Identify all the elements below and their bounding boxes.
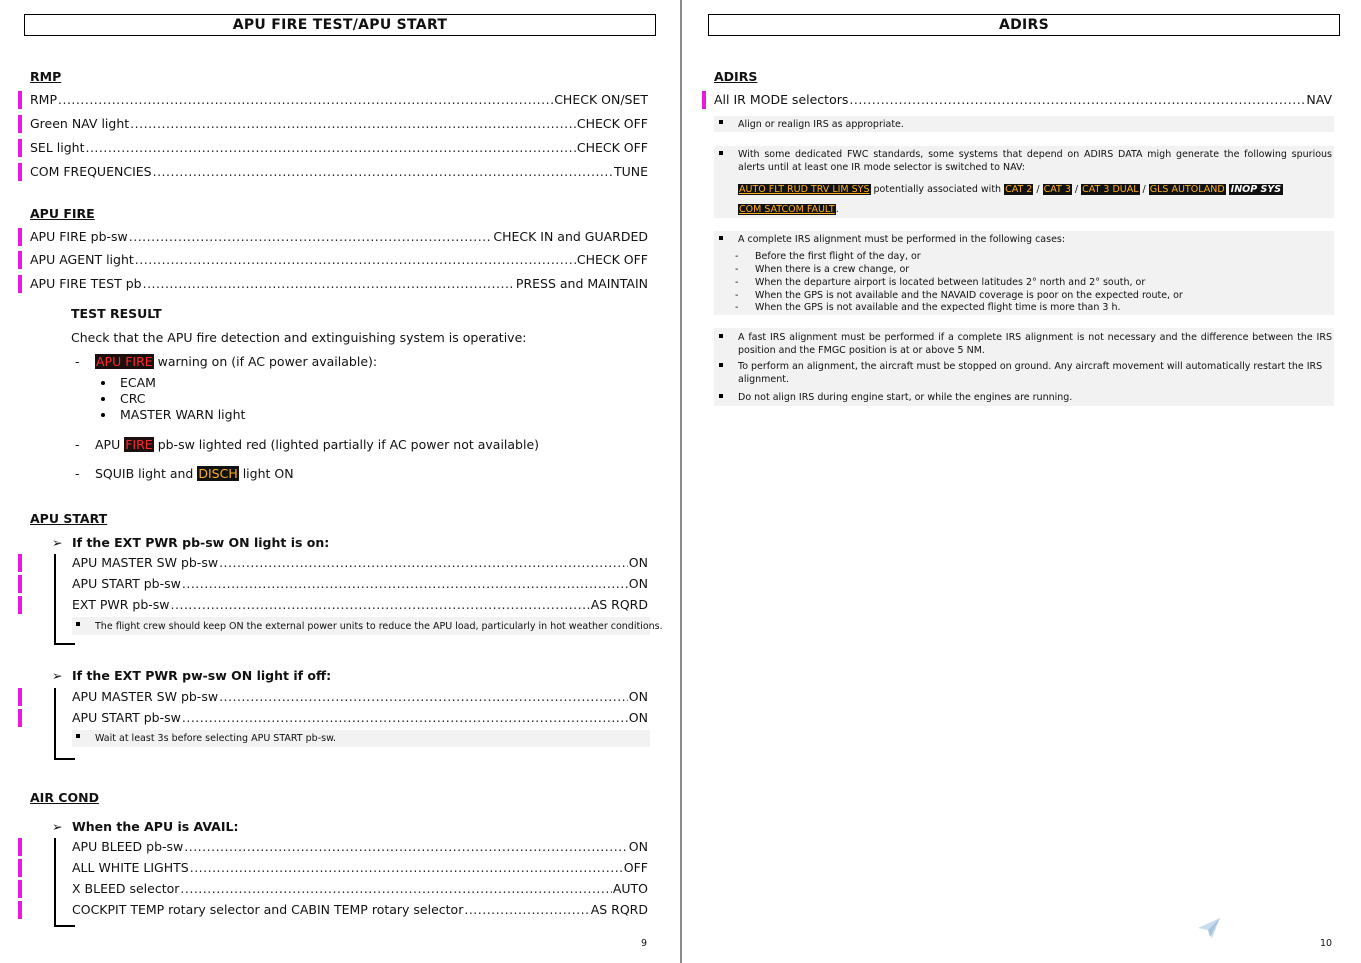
- page-title-adirs: ADIRS: [708, 14, 1340, 36]
- change-marker: [18, 688, 22, 706]
- note-bullet-icon: [719, 120, 723, 124]
- note-bullet-icon: [76, 622, 80, 626]
- section-heading-rmp: RMP: [30, 69, 62, 84]
- change-marker: [18, 859, 22, 877]
- page-number: 9: [641, 938, 648, 949]
- note-bullet-icon: [719, 236, 723, 240]
- change-marker: [18, 91, 22, 109]
- bracket-line: [54, 643, 75, 645]
- spurious-alert-2: COM SATCOM FAULT.: [739, 204, 839, 215]
- note-text: Do not align IRS during engine start, or while the engines are running.: [738, 392, 1073, 403]
- checklist-item: APU BLEED pb-sw ..... ON: [72, 838, 648, 856]
- bracket-line: [54, 838, 56, 927]
- change-marker: [18, 139, 22, 157]
- checklist-item: APU MASTER SW pb-sw ..... ON: [72, 688, 648, 706]
- paper-plane-icon: [1197, 917, 1221, 939]
- apu-fire-warning-line: APU FIRE warning on (if AC power available):: [96, 354, 378, 369]
- dash: -: [75, 437, 80, 452]
- note-text: Wait at least 3s before selecting APU START pb-sw.: [95, 733, 336, 744]
- warn-list-item: CRC: [120, 391, 146, 406]
- page-number: 10: [1320, 938, 1333, 949]
- checklist-item: APU AGENT light ..... CHECK OFF: [30, 251, 648, 269]
- note-bullet-icon: [719, 394, 723, 398]
- section-heading-apu-fire: APU FIRE: [30, 206, 95, 221]
- bracket-line: [54, 554, 56, 645]
- case-arrow-icon: ➢: [52, 535, 63, 550]
- change-marker: [18, 163, 22, 181]
- note-text: To perform an alignment, the aircraft must be stopped on ground. Any aircraft movement will automatically restart the IRS alignment.: [738, 361, 1323, 385]
- dash: -: [735, 251, 739, 262]
- page-title-apu: APU FIRE TEST/APU START: [24, 14, 656, 36]
- note-bullet-icon: [76, 734, 80, 738]
- dash: -: [735, 302, 739, 313]
- change-marker: [18, 838, 22, 856]
- case-item: When there is a crew change, or: [755, 264, 910, 275]
- checklist-item: X BLEED selector ..... AUTO: [72, 880, 648, 898]
- note-text: With some dedicated FWC standards, some systems that depend on ADIRS DATA migh generate the following spurious alerts until at least one IR mode selector is switched to NAV:: [738, 149, 1332, 173]
- case-arrow-icon: ➢: [52, 668, 63, 683]
- checklist-item: COCKPIT TEMP rotary selector and CABIN TEMP rotary selector ..... AS RQRD: [72, 901, 648, 919]
- checklist-item: APU FIRE TEST pb ..... PRESS and MAINTAIN: [30, 275, 648, 293]
- change-marker: [18, 596, 22, 614]
- warn-list-item: MASTER WARN light: [120, 407, 246, 422]
- case-arrow-icon: ➢: [52, 819, 63, 834]
- note-text: A fast IRS alignment must be performed if a complete IRS alignment is not necessary and the difference between the IRS position and the FMGC position is at or above 5 NM.: [738, 332, 1332, 356]
- checklist-item: ALL WHITE LIGHTS ..... OFF: [72, 859, 648, 877]
- change-marker: [18, 115, 22, 133]
- checklist-item: COM FREQUENCIES ..... TUNE: [30, 163, 648, 181]
- left-page: [0, 0, 680, 963]
- bracket-line: [54, 925, 75, 927]
- note-bullet-icon: [719, 363, 723, 367]
- change-marker: [18, 275, 22, 293]
- apu-fire-tag: APU FIRE: [96, 354, 153, 369]
- squib-line: SQUIB light and DISCH light ON: [95, 466, 294, 481]
- checklist-item: Green NAV light ..... CHECK OFF: [30, 115, 648, 133]
- dash: -: [735, 277, 739, 288]
- case-item: Before the first flight of the day, or: [755, 251, 921, 262]
- bullet-icon: [101, 381, 105, 385]
- case-item: When the GPS is not available and the expected flight time is more than 3 h.: [755, 302, 1121, 313]
- change-marker: [18, 251, 22, 269]
- case-item: When the GPS is not available and the NAVAID coverage is poor on the expected route, or: [755, 290, 1183, 301]
- change-marker: [18, 228, 22, 246]
- spurious-alerts-line: AUTO FLT RUD TRV LIM SYS potentially associated with CAT 2 / CAT 3 / CAT 3 DUAL / GLS AUTOLAND INOP SYS: [739, 184, 1282, 195]
- note-bullet-icon: [719, 334, 723, 338]
- checklist-item: APU FIRE pb-sw ..... CHECK IN and GUARDED: [30, 228, 648, 246]
- bracket-line: [54, 688, 56, 760]
- dash: -: [75, 354, 80, 369]
- case-title: If the EXT PWR pw-sw ON light if off:: [72, 668, 332, 683]
- apu-fire-pb-line: APU FIRE pb-sw lighted red (lighted partially if AC power not available): [95, 437, 540, 452]
- case-item: When the departure airport is located between latitudes 2° north and 2° south, or: [755, 277, 1146, 288]
- test-result-intro: Check that the APU fire detection and extinguishing system is operative:: [71, 330, 527, 345]
- checklist-item: RMP ..... CHECK ON/SET: [30, 91, 648, 109]
- change-marker: [18, 901, 22, 919]
- test-result-heading: TEST RESULT: [71, 306, 162, 321]
- case-title: If the EXT PWR pb-sw ON light is on:: [72, 535, 330, 550]
- checklist-item: APU START pb-sw ..... ON: [72, 709, 648, 727]
- dash: -: [735, 290, 739, 301]
- note-text: The flight crew should keep ON the external power units to reduce the APU load, particularly in hot weather conditions.: [95, 621, 663, 632]
- change-marker: [702, 91, 706, 109]
- bullet-icon: [101, 413, 105, 417]
- dash: -: [735, 264, 739, 275]
- section-heading-air-cond: AIR COND: [30, 790, 99, 805]
- change-marker: [18, 554, 22, 572]
- disch-tag: DISCH: [198, 466, 238, 481]
- checklist-item: All IR MODE selectors ..... NAV: [714, 91, 1332, 109]
- section-heading-adirs: ADIRS: [714, 69, 758, 84]
- case-title: When the APU is AVAIL:: [72, 819, 239, 834]
- change-marker: [18, 880, 22, 898]
- change-marker: [18, 709, 22, 727]
- checklist-item: EXT PWR pb-sw ..... AS RQRD: [72, 596, 648, 614]
- bracket-line: [54, 758, 75, 760]
- fire-tag: FIRE: [125, 437, 153, 452]
- dash: -: [75, 466, 80, 481]
- note-text: Align or realign IRS as appropriate.: [738, 119, 904, 130]
- bullet-icon: [101, 397, 105, 401]
- note-text: A complete IRS alignment must be performed in the following cases:: [738, 234, 1066, 245]
- checklist-item: APU START pb-sw ..... ON: [72, 575, 648, 593]
- checklist-item: SEL light ..... CHECK OFF: [30, 139, 648, 157]
- checklist-item: APU MASTER SW pb-sw ..... ON: [72, 554, 648, 572]
- right-page: [682, 0, 1361, 963]
- note-bullet-icon: [719, 151, 723, 155]
- warn-list-item: ECAM: [120, 375, 156, 390]
- section-heading-apu-start: APU START: [30, 511, 108, 526]
- change-marker: [18, 575, 22, 593]
